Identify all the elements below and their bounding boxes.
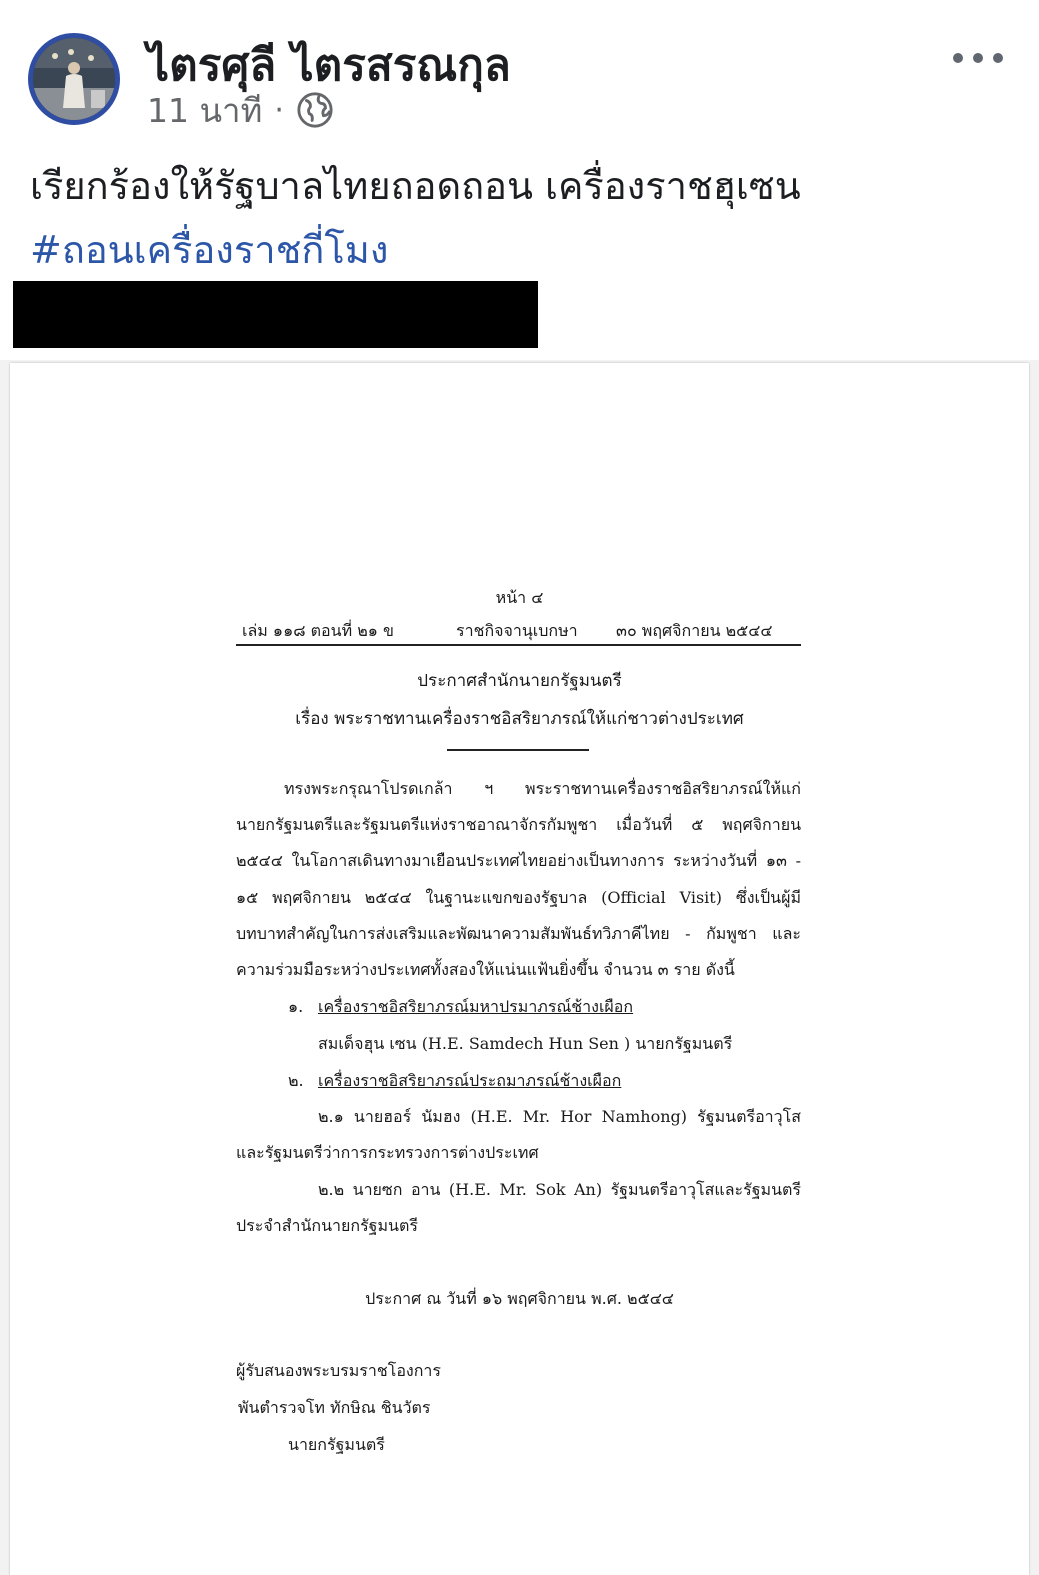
doc-paragraph-line: ๒๕๔๔ ในโอกาสเดินทางมาเยือนประเทศไทยอย่างเป็นทางการ ระหว่างวันที่ ๑๓ - [236,851,801,870]
doc-divider [447,749,589,751]
doc-item-number: ๒. [288,1071,304,1090]
doc-announce-date: ประกาศ ณ วันที่ ๑๖ พฤศจิกายน พ.ศ. ๒๕๔๔ [365,1289,674,1308]
avatar-photo-icon [33,38,115,120]
doc-signatory-name: พันตำรวจโท ทักษิณ ชินวัตร [238,1398,431,1417]
doc-recipient-2-2-cont: ประจำสำนักนายกรัฐมนตรี [236,1216,418,1235]
redaction-block [13,281,538,348]
doc-recipient-1: สมเด็จฮุน เซน (H.E. Samdech Hun Sen ) นายกรัฐมนตรี [318,1034,733,1053]
doc-signatory-title: นายกรัฐมนตรี [288,1435,385,1454]
doc-award-2: เครื่องราชอิสริยาภรณ์ประถมาภรณ์ช้างเผือก [318,1071,622,1090]
doc-paragraph-line: นายกรัฐมนตรีและรัฐมนตรีแห่งราชอาณาจักรกัมพูชา เมื่อวันที่ ๕ พฤศจิกายน [236,815,801,834]
gazette-document [10,363,1029,1575]
doc-title: ประกาศสำนักนายกรัฐมนตรี [417,671,622,691]
doc-item-number: ๑. [288,997,304,1016]
doc-date: ๓๐ พฤศจิกายน ๒๕๔๔ [616,621,773,640]
doc-paragraph-line: ๑๕ พฤศจิกายน ๒๕๔๔ ในฐานะแขกของรัฐบาล (Official Visit) ซึ่งเป็นผู้มี [236,888,801,907]
avatar[interactable] [28,33,120,125]
doc-gazette-name: ราชกิจจานุเบกษา [456,621,578,640]
doc-paragraph-line: บทบาทสำคัญในการส่งเสริมและพัฒนาความสัมพันธ์ทวิภาคีไทย - กัมพูชา และ [236,924,801,943]
doc-signatory-role: ผู้รับสนองพระบรมราชโองการ [236,1361,441,1380]
post-meta [147,88,334,132]
doc-recipient-2-2: ๒.๒ นายซก อาน (H.E. Mr. Sok An) รัฐมนตรีอาวุโสและรัฐมนตรี [318,1180,801,1199]
more-dot-icon [953,53,963,63]
doc-page-number: หน้า ๔ [495,588,544,607]
more-dot-icon [973,53,983,63]
post-time[interactable]: 11 นาที [147,90,263,130]
doc-recipient-2-1-cont: และรัฐมนตรีว่าการกระทรวงการต่างประเทศ [236,1143,539,1162]
doc-paragraph-line: ทรงพระกรุณาโปรดเกล้า ฯ พระราชทานเครื่องราชอิสริยาภรณ์ให้แก่ [284,779,801,798]
post-text: เรียกร้องให้รัฐบาลไทยถอดถอน เครื่องราชฮุเซน [30,164,801,208]
doc-header-rule [236,644,801,646]
doc-subject: เรื่อง พระราชทานเครื่องราชอิสริยาภรณ์ให้แก่ชาวต่างประเทศ [295,709,744,729]
globe-icon [296,91,334,129]
doc-paragraph-line: ความร่วมมือระหว่างประเทศทั้งสองให้แน่นแฟ้นยิ่งขึ้น จำนวน ๓ ราย ดังนี้ [236,960,735,979]
meta-separator: · [274,92,284,128]
doc-volume: เล่ม ๑๑๘ ตอนที่ ๒๑ ข [242,621,394,640]
doc-award-1: เครื่องราชอิสริยาภรณ์มหาปรมาภรณ์ช้างเผือก [318,997,634,1016]
hashtag-link[interactable]: #ถอนเครื่องราชกี่โมง [30,228,389,272]
post-header [0,0,1039,130]
more-options-button[interactable] [953,46,1003,70]
doc-recipient-2-1: ๒.๑ นายฮอร์ นัมฮง (H.E. Mr. Hor Namhong) รัฐมนตรีอาวุโส [318,1107,801,1126]
attached-photo[interactable] [0,360,1039,1575]
more-dot-icon [993,53,1003,63]
author-name[interactable]: ไตรศุลี ไตรสรณกุล [147,40,511,91]
